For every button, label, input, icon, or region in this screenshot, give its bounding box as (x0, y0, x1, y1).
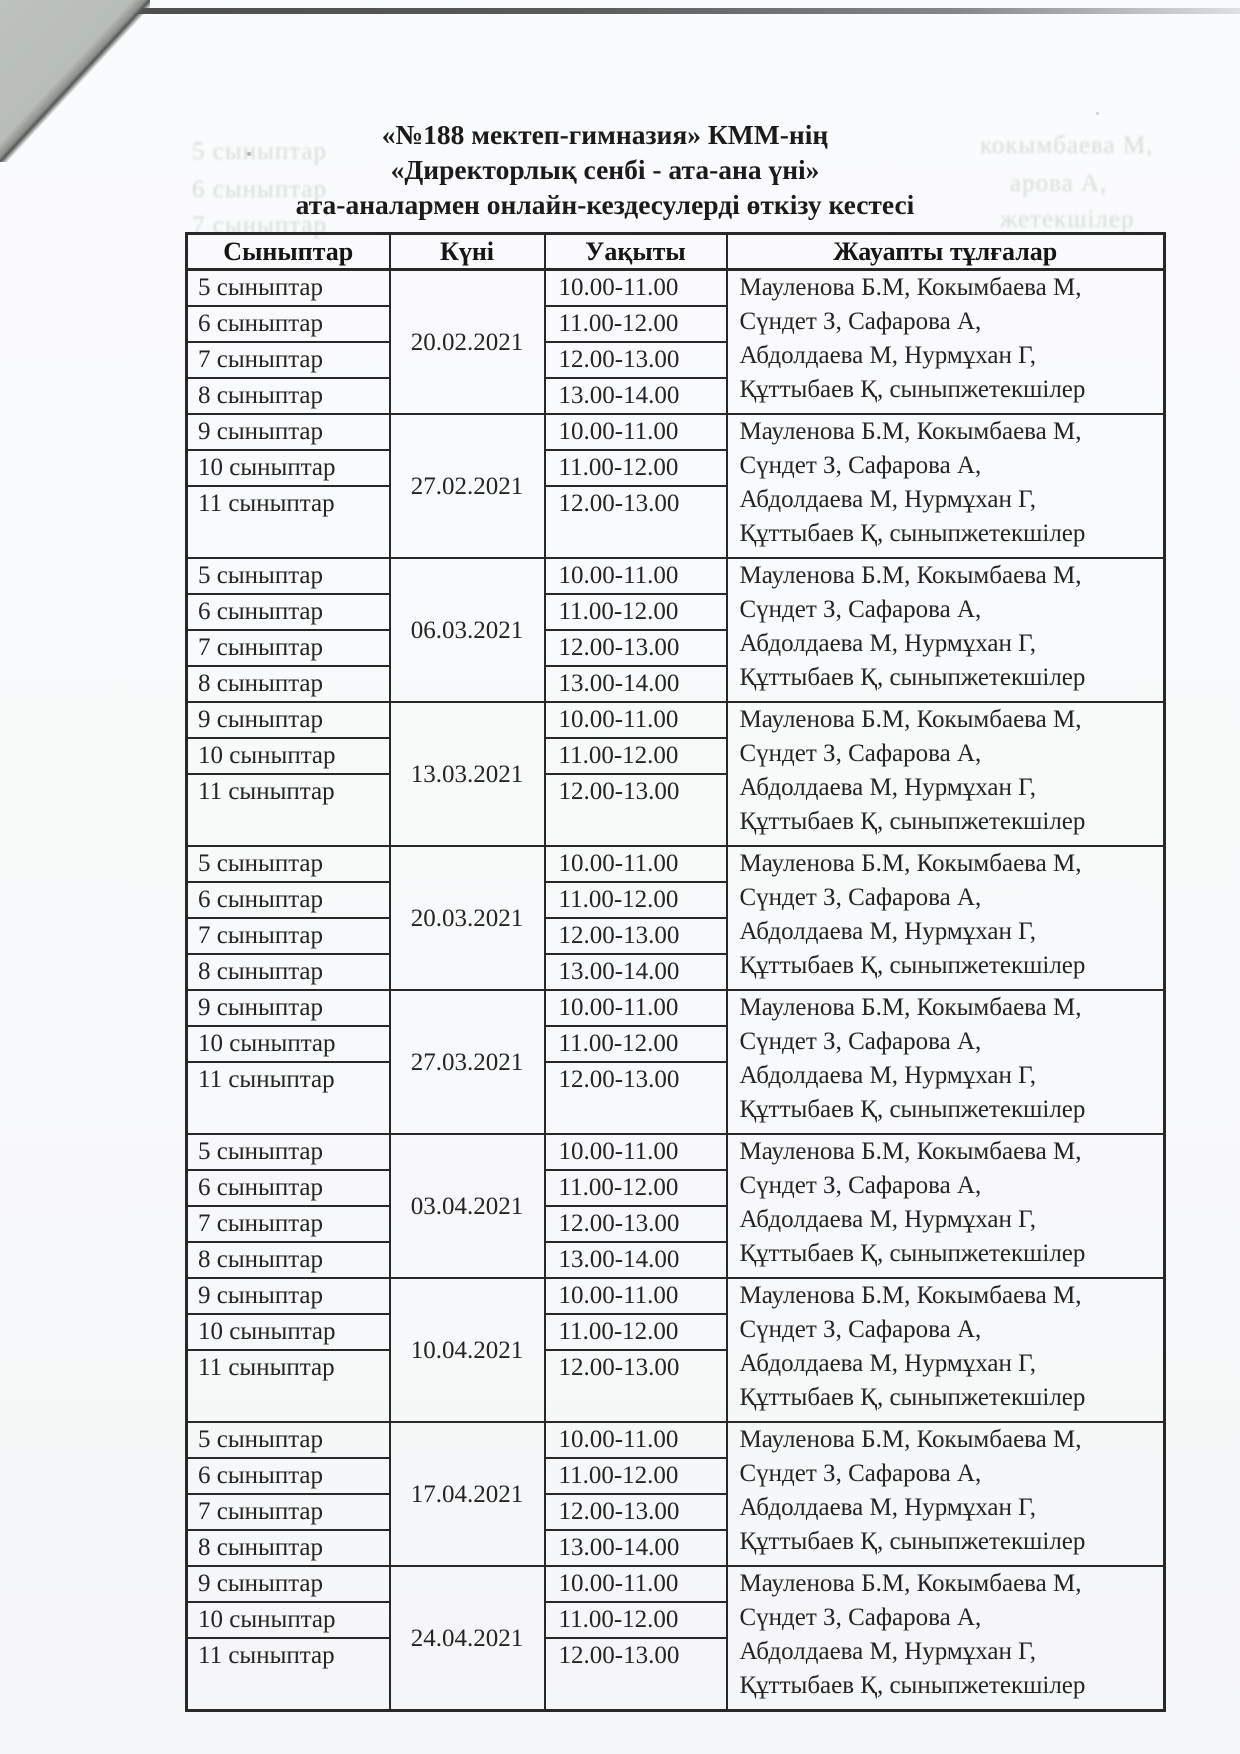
time-cell: 12.00-13.00 (545, 342, 727, 378)
class-cell: 8 сыныптар (187, 954, 390, 990)
class-cell: 10 сыныптар (187, 450, 390, 486)
responsible-cell (727, 1278, 1165, 1422)
schedule-row (187, 1134, 1165, 1170)
responsible-line: Құттыбаев Қ, сыныпжетекшілер (739, 952, 1086, 979)
time-cell: 11.00-12.00 (545, 1314, 727, 1350)
date-cell: 06.03.2021 (390, 558, 545, 702)
responsible-line: Құттыбаев Қ, сыныпжетекшілер (739, 376, 1086, 403)
class-cell: 10 сыныптар (187, 1026, 390, 1062)
responsible-line: Сүндет З, Сафарова А, (739, 884, 982, 911)
responsible-cell (727, 990, 1165, 1134)
time-cell: 12.00-13.00 (545, 1638, 727, 1711)
class-cell: 9 сыныптар (187, 990, 390, 1026)
time-cell: 10.00-11.00 (545, 1422, 727, 1458)
schedule-row (187, 414, 1165, 450)
time-cell: 12.00-13.00 (545, 1350, 727, 1422)
date-cell: 20.02.2021 (390, 270, 545, 415)
time-cell: 12.00-13.00 (545, 486, 727, 558)
time-cell: 12.00-13.00 (545, 630, 727, 666)
time-cell: 12.00-13.00 (545, 1494, 727, 1530)
responsible-line: Абдолдаева М, Нурмұхан Г, (739, 342, 1036, 369)
responsible-cell (727, 414, 1165, 558)
responsible-line: Құттыбаев Қ, сыныпжетекшілер (739, 1384, 1086, 1411)
scan-speck (1096, 112, 1099, 115)
responsible-line: Сүндет З, Сафарова А, (739, 452, 982, 479)
date-cell: 17.04.2021 (390, 1422, 545, 1566)
responsible-line: Сүндет З, Сафарова А, (739, 1172, 982, 1199)
responsible-cell (727, 1134, 1165, 1278)
responsible-line: Құттыбаев Қ, сыныпжетекшілер (739, 1096, 1086, 1123)
class-cell: 6 сыныптар (187, 882, 390, 918)
class-cell: 5 сыныптар (187, 1134, 390, 1170)
time-cell: 13.00-14.00 (545, 1242, 727, 1278)
responsible-line: Абдолдаева М, Нурмұхан Г, (739, 918, 1036, 945)
time-cell: 10.00-11.00 (545, 414, 727, 450)
time-cell: 12.00-13.00 (545, 918, 727, 954)
class-cell: 8 сыныптар (187, 1530, 390, 1566)
class-cell: 6 сыныптар (187, 1170, 390, 1206)
time-cell: 11.00-12.00 (545, 1602, 727, 1638)
time-cell: 11.00-12.00 (545, 1170, 727, 1206)
class-cell: 10 сыныптар (187, 1602, 390, 1638)
time-cell: 11.00-12.00 (545, 306, 727, 342)
time-cell: 12.00-13.00 (545, 1062, 727, 1134)
header-responsible: Жауапты тұлғалар (727, 234, 1165, 270)
time-cell: 10.00-11.00 (545, 1566, 727, 1602)
date-cell: 13.03.2021 (390, 702, 545, 846)
responsible-line: Құттыбаев Қ, сыныпжетекшілер (739, 1240, 1086, 1267)
responsible-line: Мауленова Б.М, Кокымбаева М, (739, 1426, 1082, 1453)
class-cell: 6 сыныптар (187, 594, 390, 630)
class-cell: 5 сыныптар (187, 846, 390, 882)
class-cell: 6 сыныптар (187, 306, 390, 342)
responsible-line: Құттыбаев Қ, сыныпжетекшілер (739, 664, 1086, 691)
class-cell: 9 сыныптар (187, 1566, 390, 1602)
title-line-3: ата-аналармен онлайн-кездесулерді өткізу кестесі (295, 189, 915, 220)
date-cell: 10.04.2021 (390, 1278, 545, 1422)
class-cell: 7 сыныптар (187, 342, 390, 378)
header-row (187, 234, 1165, 270)
class-cell: 11 сыныптар (187, 1350, 390, 1422)
class-cell: 5 сыныптар (187, 1422, 390, 1458)
time-cell: 12.00-13.00 (545, 1206, 727, 1242)
responsible-line: Мауленова Б.М, Кокымбаева М, (739, 274, 1082, 301)
schedule-row (187, 1278, 1165, 1314)
time-cell: 12.00-13.00 (545, 774, 727, 846)
schedule-row (187, 1422, 1165, 1458)
title-line-1: «№188 мектеп-гимназия» КММ-нің (381, 119, 829, 150)
responsible-cell (727, 702, 1165, 846)
responsible-line: Сүндет З, Сафарова А, (739, 740, 982, 767)
time-cell: 13.00-14.00 (545, 666, 727, 702)
class-cell: 5 сыныптар (187, 558, 390, 594)
responsible-line: Құттыбаев Қ, сыныпжетекшілер (739, 808, 1086, 835)
document-title (88, 117, 1122, 222)
responsible-cell (727, 558, 1165, 702)
responsible-line: Құттыбаев Қ, сыныпжетекшілер (739, 1672, 1086, 1699)
class-cell: 11 сыныптар (187, 1638, 390, 1711)
time-cell: 13.00-14.00 (545, 378, 727, 414)
responsible-line: Сүндет З, Сафарова А, (739, 1028, 982, 1055)
date-cell: 03.04.2021 (390, 1134, 545, 1278)
responsible-cell (727, 846, 1165, 990)
responsible-line: Абдолдаева М, Нурмұхан Г, (739, 1638, 1036, 1665)
schedule-row (187, 270, 1165, 307)
schedule-row (187, 846, 1165, 882)
header-time: Уақыты (545, 234, 727, 270)
time-cell: 13.00-14.00 (545, 954, 727, 990)
responsible-line: Мауленова Б.М, Кокымбаева М, (739, 706, 1082, 733)
responsible-line: Абдолдаева М, Нурмұхан Г, (739, 1494, 1036, 1521)
responsible-line: Абдолдаева М, Нурмұхан Г, (739, 1206, 1036, 1233)
responsible-line: Мауленова Б.М, Кокымбаева М, (739, 1282, 1082, 1309)
class-cell: 7 сыныптар (187, 918, 390, 954)
class-cell: 7 сыныптар (187, 1494, 390, 1530)
responsible-line: Сүндет З, Сафарова А, (739, 1604, 982, 1631)
bleed-through-text: жетекшілер (1000, 206, 1135, 233)
class-cell: 9 сыныптар (187, 414, 390, 450)
time-cell: 11.00-12.00 (545, 738, 727, 774)
responsible-cell (727, 1566, 1165, 1711)
date-cell: 27.03.2021 (390, 990, 545, 1134)
class-cell: 9 сыныптар (187, 1278, 390, 1314)
class-cell: 11 сыныптар (187, 486, 390, 558)
time-cell: 11.00-12.00 (545, 1458, 727, 1494)
time-cell: 11.00-12.00 (545, 882, 727, 918)
schedule-body (187, 270, 1165, 1711)
time-cell: 10.00-11.00 (545, 1134, 727, 1170)
time-cell: 10.00-11.00 (545, 270, 727, 307)
class-cell: 10 сыныптар (187, 1314, 390, 1350)
class-cell: 8 сыныптар (187, 1242, 390, 1278)
schedule-row (187, 1566, 1165, 1602)
time-cell: 11.00-12.00 (545, 594, 727, 630)
responsible-line: Абдолдаева М, Нурмұхан Г, (739, 1350, 1036, 1377)
class-cell: 7 сыныптар (187, 630, 390, 666)
class-cell: 8 сыныптар (187, 378, 390, 414)
bleed-through-text: кокымбаева М, (980, 132, 1154, 159)
schedule-table (185, 232, 1166, 1712)
time-cell: 10.00-11.00 (545, 990, 727, 1026)
responsible-line: Сүндет З, Сафарова А, (739, 596, 982, 623)
responsible-line: Сүндет З, Сафарова А, (739, 1316, 982, 1343)
time-cell: 10.00-11.00 (545, 702, 727, 738)
class-cell: 7 сыныптар (187, 1206, 390, 1242)
responsible-line: Мауленова Б.М, Кокымбаева М, (739, 1138, 1082, 1165)
responsible-line: Мауленова Б.М, Кокымбаева М, (739, 562, 1082, 589)
time-cell: 10.00-11.00 (545, 1278, 727, 1314)
responsible-line: Абдолдаева М, Нурмұхан Г, (739, 486, 1036, 513)
class-cell: 11 сыныптар (187, 774, 390, 846)
schedule-row (187, 990, 1165, 1026)
responsible-line: Мауленова Б.М, Кокымбаева М, (739, 994, 1082, 1021)
responsible-cell (727, 270, 1165, 415)
responsible-line: Абдолдаева М, Нурмұхан Г, (739, 630, 1036, 657)
time-cell: 10.00-11.00 (545, 846, 727, 882)
responsible-line: Сүндет З, Сафарова А, (739, 1460, 982, 1487)
responsible-line: Құттыбаев Қ, сыныпжетекшілер (739, 520, 1086, 547)
bleed-through-text: 5 сыныптар (192, 138, 328, 165)
class-cell: 9 сыныптар (187, 702, 390, 738)
class-cell: 10 сыныптар (187, 738, 390, 774)
schedule-row (187, 558, 1165, 594)
time-cell: 13.00-14.00 (545, 1530, 727, 1566)
title-line-2: «Директорлық сенбі - ата-ана үні» (390, 154, 820, 185)
time-cell: 10.00-11.00 (545, 558, 727, 594)
responsible-line: Құттыбаев Қ, сыныпжетекшілер (739, 1528, 1086, 1555)
header-date: Күні (390, 234, 545, 270)
responsible-line: Мауленова Б.М, Кокымбаева М, (739, 1570, 1082, 1597)
responsible-cell (727, 1422, 1165, 1566)
responsible-line: Мауленова Б.М, Кокымбаева М, (739, 850, 1082, 877)
time-cell: 11.00-12.00 (545, 450, 727, 486)
date-cell: 20.03.2021 (390, 846, 545, 990)
date-cell: 24.04.2021 (390, 1566, 545, 1711)
date-cell: 27.02.2021 (390, 414, 545, 558)
class-cell: 11 сыныптар (187, 1062, 390, 1134)
class-cell: 6 сыныптар (187, 1458, 390, 1494)
bleed-through-text: 7 сыныптар (192, 212, 328, 239)
bleed-through-text: арова А, (1010, 170, 1108, 197)
class-cell: 8 сыныптар (187, 666, 390, 702)
class-cell: 5 сыныптар (187, 270, 390, 307)
responsible-line: Абдолдаева М, Нурмұхан Г, (739, 1062, 1036, 1089)
header-classes: Сыныптар (187, 234, 390, 270)
responsible-line: Сүндет З, Сафарова А, (739, 308, 982, 335)
schedule-row (187, 702, 1165, 738)
responsible-line: Мауленова Б.М, Кокымбаева М, (739, 418, 1082, 445)
time-cell: 11.00-12.00 (545, 1026, 727, 1062)
bleed-through-text: 6 сыныптар (192, 176, 328, 203)
scan-top-edge-shadow (118, 8, 1240, 14)
responsible-line: Абдолдаева М, Нурмұхан Г, (739, 774, 1036, 801)
